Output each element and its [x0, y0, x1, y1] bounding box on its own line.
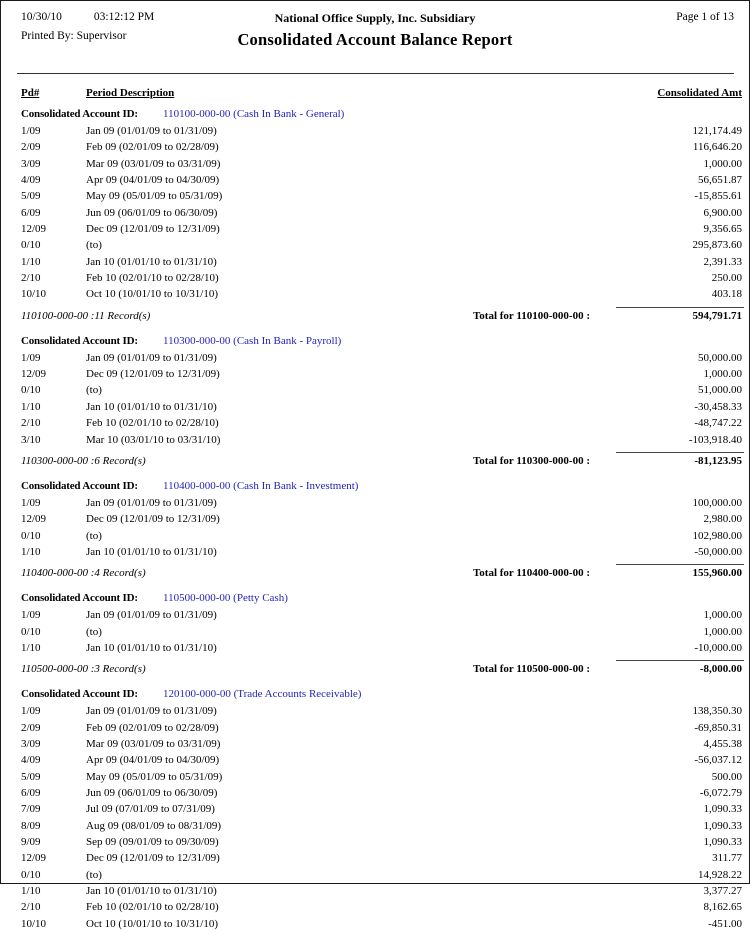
account-header-row [21, 480, 744, 497]
total-label: Total for 110400-000-00 : [472, 567, 590, 580]
table-row [21, 901, 744, 917]
account-id-link[interactable]: 110100-000-00 (Cash In Bank - General) [163, 108, 345, 120]
amount-cell: 1,090.33 [703, 819, 742, 832]
description-cell: Dec 09 (12/01/09 to 12/31/09) [86, 852, 220, 865]
amount-cell: -15,855.61 [694, 190, 742, 203]
pd-cell: 0/10 [21, 868, 41, 881]
amount-cell: 311.77 [712, 852, 742, 865]
amount-cell: 8,162.65 [703, 901, 742, 914]
table-row [21, 869, 744, 885]
pd-cell: 4/09 [21, 754, 41, 767]
pd-cell: 1/10 [21, 255, 41, 268]
description-cell: Jan 10 (01/01/10 to 01/31/10) [86, 545, 217, 558]
description-cell: Dec 09 (12/01/09 to 12/31/09) [86, 513, 220, 526]
amount-cell: 56,651.87 [698, 174, 742, 187]
amount-cell: -451.00 [708, 917, 742, 930]
printed-by: Printed By: Supervisor [21, 30, 127, 42]
account-section [21, 335, 744, 471]
pd-cell: 1/09 [21, 351, 41, 364]
table-row [21, 836, 744, 852]
pd-cell: 12/09 [21, 223, 47, 236]
table-row [21, 513, 744, 529]
total-amount: 155,960.00 [616, 564, 744, 579]
description-cell: Dec 09 (12/01/09 to 12/31/09) [86, 368, 220, 381]
table-row [21, 141, 744, 157]
amount-cell: 1,000.00 [703, 625, 742, 638]
table-row [21, 352, 744, 368]
pd-cell: 2/09 [21, 141, 41, 154]
description-cell: Apr 09 (04/01/09 to 04/30/09) [86, 174, 220, 187]
report-title: Consolidated Account Balance Report [237, 30, 513, 49]
description-cell: Jan 10 (01/01/10 to 01/31/10) [86, 255, 217, 268]
table-row [21, 803, 744, 819]
records-count-label: 110100-000-00 :11 Record(s) [21, 309, 151, 322]
table-row [21, 239, 744, 255]
account-id-link[interactable]: 110300-000-00 (Cash In Bank - Payroll) [163, 334, 342, 347]
pd-cell: 7/09 [21, 803, 41, 816]
pd-cell: 10/10 [21, 917, 47, 930]
header-center [21, 11, 729, 50]
total-amount: 594,791.71 [616, 307, 744, 322]
account-section [21, 480, 744, 583]
pd-cell: 5/09 [21, 190, 41, 203]
amount-cell: 50,000.00 [698, 351, 742, 364]
table-row [21, 256, 744, 272]
pd-cell: 1/10 [21, 545, 41, 558]
description-cell: Mar 09 (03/01/09 to 03/31/09) [86, 737, 221, 750]
description-cell: May 09 (05/01/09 to 05/31/09) [86, 190, 223, 203]
amount-cell: 116,646.20 [692, 141, 742, 154]
amount-cell: 1,000.00 [703, 368, 742, 381]
account-id-label: Consolidated Account ID: [21, 108, 138, 120]
amount-cell: -56,037.12 [694, 754, 742, 767]
total-label: Total for 110300-000-00 : [472, 454, 590, 467]
pd-cell: 4/09 [21, 174, 41, 187]
table-row [21, 174, 744, 190]
table-row [21, 158, 744, 174]
description-cell: Jun 09 (06/01/09 to 06/30/09) [86, 786, 218, 799]
amount-cell: 1,090.33 [703, 803, 742, 816]
table-row [21, 787, 744, 803]
table-row [21, 384, 744, 400]
section-total-row [21, 307, 744, 326]
account-id-label: Consolidated Account ID: [21, 592, 138, 605]
table-row [21, 434, 744, 450]
description-cell: Jan 09 (01/01/09 to 01/31/09) [86, 609, 217, 622]
header-divider [17, 73, 734, 74]
description-cell: (to) [86, 529, 102, 542]
description-cell: Feb 10 (02/01/10 to 02/28/10) [86, 417, 219, 430]
column-header-amount: Consolidated Amt [657, 87, 742, 99]
table-row [21, 885, 744, 901]
pd-cell: 2/09 [21, 721, 41, 734]
records-count-label: 110500-000-00 :3 Record(s) [21, 663, 146, 676]
section-total-row [21, 660, 744, 679]
table-row [21, 771, 744, 787]
description-cell: Feb 10 (02/01/10 to 02/28/10) [86, 272, 219, 285]
amount-cell: 138,350.30 [692, 705, 742, 718]
amount-cell: -6,072.79 [699, 786, 742, 799]
table-row [21, 820, 744, 836]
pd-cell: 1/10 [21, 885, 41, 898]
print-date: 10/30/10 [21, 11, 62, 23]
description-cell: Jan 10 (01/01/10 to 01/31/10) [86, 400, 217, 413]
pd-cell: 6/09 [21, 206, 41, 219]
description-cell: Aug 09 (08/01/09 to 08/31/09) [86, 819, 222, 832]
account-id-label: Consolidated Account ID: [21, 479, 138, 492]
account-id-label: Consolidated Account ID: [21, 334, 138, 347]
description-cell: May 09 (05/01/09 to 05/31/09) [86, 770, 223, 783]
pd-cell: 2/10 [21, 901, 41, 914]
amount-cell: 121,174.49 [692, 125, 742, 137]
account-section [21, 592, 744, 679]
amount-cell: 2,391.33 [703, 255, 742, 268]
pd-cell: 1/09 [21, 125, 41, 137]
description-cell: Mar 10 (03/01/10 to 03/31/10) [86, 433, 221, 446]
amount-cell: -103,918.40 [688, 433, 742, 446]
amount-cell: 403.18 [711, 288, 742, 301]
table-row [21, 401, 744, 417]
pd-cell: 2/10 [21, 272, 41, 285]
pd-cell: 8/09 [21, 819, 41, 832]
amount-cell: 51,000.00 [698, 384, 742, 397]
table-row [21, 530, 744, 546]
table-row [21, 705, 744, 721]
amount-cell: 1,000.00 [703, 609, 742, 622]
pd-cell: 1/10 [21, 641, 41, 654]
company-name: National Office Supply, Inc. Subsidiary [274, 11, 476, 25]
pd-cell: 3/09 [21, 157, 41, 170]
description-cell: Jan 09 (01/01/09 to 01/31/09) [86, 351, 217, 364]
amount-cell: 6,900.00 [703, 206, 742, 219]
total-label: Total for 110500-000-00 : [472, 663, 590, 676]
pd-cell: 5/09 [21, 770, 41, 783]
amount-cell: 2,980.00 [703, 513, 742, 526]
section-total-row [21, 564, 744, 583]
page-number: Page 1 of 13 [676, 11, 734, 23]
account-header-row [21, 108, 744, 125]
amount-cell: -48,747.22 [694, 417, 742, 430]
description-cell: Jan 09 (01/01/09 to 01/31/09) [86, 125, 217, 137]
amount-cell: 1,000.00 [703, 157, 742, 170]
description-cell: Oct 10 (10/01/10 to 10/31/10) [86, 917, 218, 930]
pd-cell: 10/10 [21, 288, 47, 301]
description-cell: Feb 09 (02/01/09 to 02/28/09) [86, 721, 219, 734]
table-row [21, 642, 744, 658]
account-id-link[interactable]: 110400-000-00 (Cash In Bank - Investment) [163, 479, 359, 492]
amount-cell: 1,090.33 [703, 836, 742, 848]
table-row [21, 609, 744, 625]
description-cell: Jan 10 (01/01/10 to 01/31/10) [86, 641, 217, 654]
table-row [21, 497, 744, 513]
description-cell: (to) [86, 868, 102, 881]
section-total-row [21, 452, 744, 471]
pd-cell: 6/09 [21, 786, 41, 799]
description-cell: (to) [86, 384, 102, 397]
amount-cell: -10,000.00 [694, 641, 742, 654]
description-cell: Jan 09 (01/01/09 to 01/31/09) [86, 705, 217, 718]
account-header-row [21, 688, 744, 705]
total-amount: -8,000.00 [616, 660, 744, 675]
pd-cell: 12/09 [21, 852, 47, 865]
amount-cell: 100,000.00 [692, 496, 742, 509]
table-row [21, 288, 744, 304]
description-cell: Jul 09 (07/01/09 to 07/31/09) [86, 803, 215, 816]
amount-cell: 250.00 [711, 272, 742, 285]
table-row [21, 754, 744, 770]
pd-cell: 1/09 [21, 705, 41, 718]
table-row [21, 207, 744, 223]
table-row [21, 546, 744, 562]
pd-cell: 0/10 [21, 529, 41, 542]
pd-cell: 0/10 [21, 384, 41, 397]
account-id-link[interactable]: 110500-000-00 (Petty Cash) [163, 592, 288, 605]
account-header-row [21, 592, 744, 609]
description-cell: Oct 10 (10/01/10 to 10/31/10) [86, 288, 218, 301]
amount-cell: 9,356.65 [703, 223, 742, 236]
table-row [21, 272, 744, 288]
table-row [21, 223, 744, 239]
amount-cell: 14,928.22 [698, 868, 742, 881]
description-cell: Jan 09 (01/01/09 to 01/31/09) [86, 496, 217, 509]
amount-cell: -50,000.00 [694, 545, 742, 558]
description-cell: Feb 10 (02/01/10 to 02/28/10) [86, 901, 219, 914]
total-label: Total for 110100-000-00 : [472, 309, 590, 322]
account-header-row [21, 335, 744, 352]
column-header-description: Period Description [86, 87, 175, 99]
print-time: 03:12:12 PM [93, 11, 155, 23]
table-row [21, 626, 744, 642]
pd-cell: 2/10 [21, 417, 41, 430]
pd-cell: 1/09 [21, 609, 41, 622]
column-header-pd: Pd# [21, 87, 40, 99]
pd-cell: 3/10 [21, 433, 41, 446]
table-row [21, 918, 744, 934]
amount-cell: 4,455.38 [703, 737, 742, 750]
amount-cell: -69,850.31 [694, 721, 742, 734]
account-section [21, 688, 744, 934]
total-amount: -81,123.95 [616, 452, 744, 467]
amount-cell: 3,377.27 [703, 885, 742, 898]
report-body [21, 108, 744, 934]
account-id-label: Consolidated Account ID: [21, 688, 138, 701]
description-cell: Mar 09 (03/01/09 to 03/31/09) [86, 157, 221, 170]
description-cell: Jan 10 (01/01/10 to 01/31/10) [86, 885, 217, 898]
table-row [21, 722, 744, 738]
table-row [21, 738, 744, 754]
amount-cell: 500.00 [711, 770, 742, 783]
table-row [21, 417, 744, 433]
account-section [21, 108, 744, 326]
pd-cell: 1/09 [21, 496, 41, 509]
table-row [21, 190, 744, 206]
amount-cell: 295,873.60 [692, 239, 742, 252]
pd-cell: 9/09 [21, 836, 41, 848]
table-row [21, 852, 744, 868]
report-header [21, 11, 744, 59]
description-cell: (to) [86, 239, 102, 252]
table-row [21, 125, 744, 141]
column-header-row [21, 87, 744, 99]
description-cell: Feb 09 (02/01/09 to 02/28/09) [86, 141, 219, 154]
description-cell: Apr 09 (04/01/09 to 04/30/09) [86, 754, 220, 767]
description-cell: (to) [86, 625, 102, 638]
pd-cell: 3/09 [21, 737, 41, 750]
records-count-label: 110400-000-00 :4 Record(s) [21, 567, 146, 580]
pd-cell: 0/10 [21, 239, 41, 252]
pd-cell: 0/10 [21, 625, 41, 638]
records-count-label: 110300-000-00 :6 Record(s) [21, 454, 146, 467]
table-row [21, 368, 744, 384]
account-id-link[interactable]: 120100-000-00 (Trade Accounts Receivable) [163, 688, 362, 701]
amount-cell: 102,980.00 [692, 529, 742, 542]
description-cell: Sep 09 (09/01/09 to 09/30/09) [86, 836, 219, 848]
report-sheet [1, 1, 749, 934]
description-cell: Jun 09 (06/01/09 to 06/30/09) [86, 206, 218, 219]
description-cell: Dec 09 (12/01/09 to 12/31/09) [86, 223, 220, 236]
pd-cell: 12/09 [21, 368, 47, 381]
pd-cell: 12/09 [21, 513, 47, 526]
amount-cell: -30,458.33 [694, 400, 742, 413]
pd-cell: 1/10 [21, 400, 41, 413]
